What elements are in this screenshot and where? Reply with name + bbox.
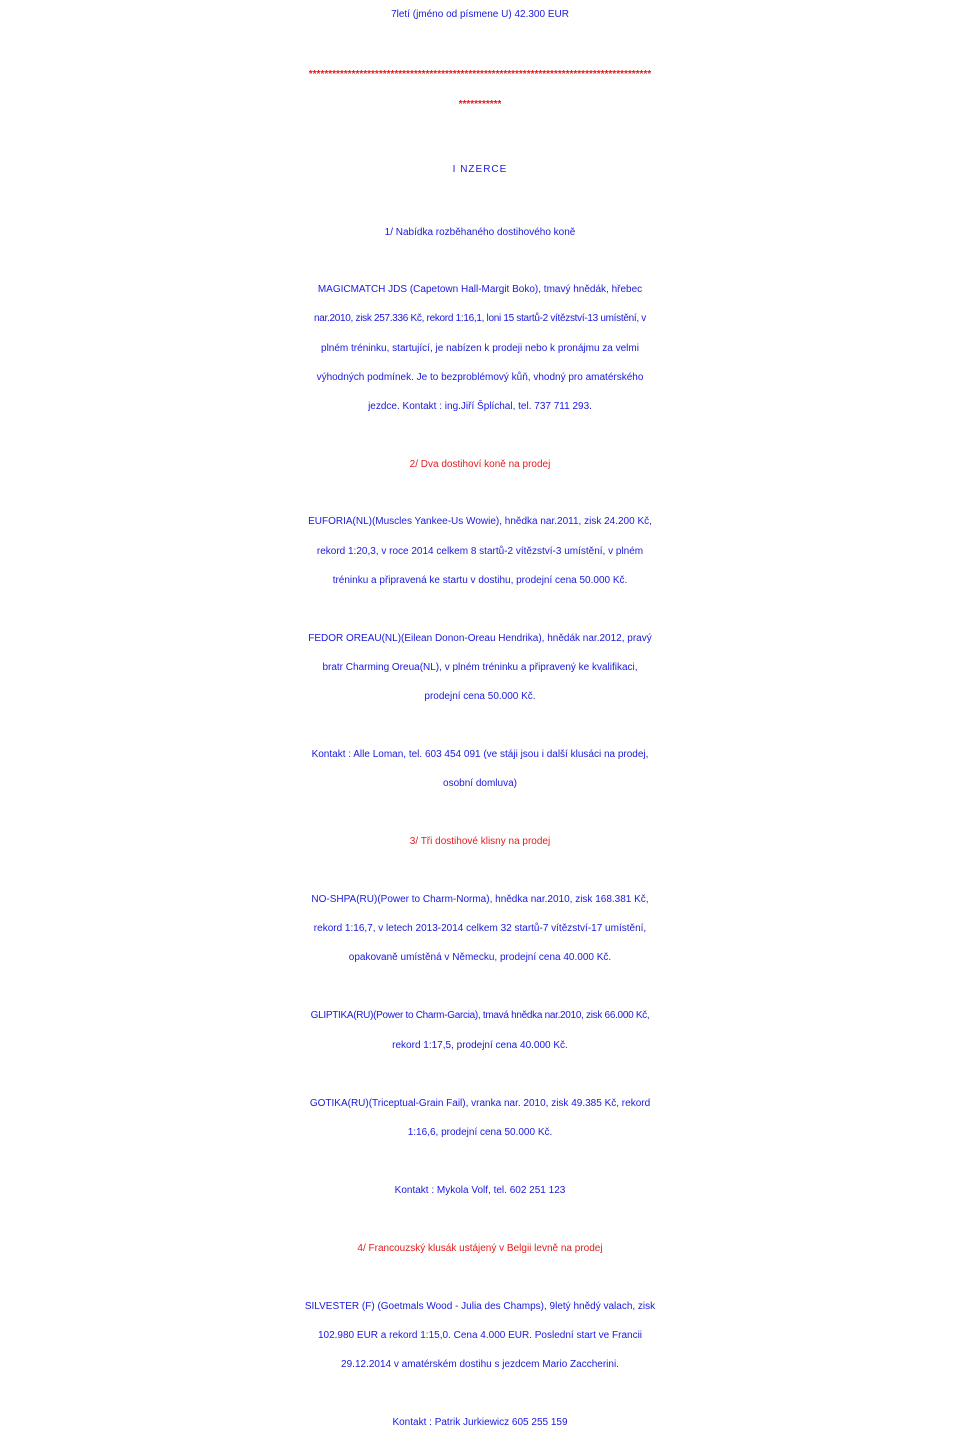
price-line: 7letí (jméno od písmene U) 42.300 EUR: [391, 9, 569, 20]
section-title: I NZERCE: [452, 164, 508, 175]
ad2-horse1-line: rekord 1:20,3, v roce 2014 celkem 8 startů-2 vítězství-3 umístění, v plném: [316, 546, 644, 557]
ad3-horse2-line: rekord 1:17,5, prodejní cena 40.000 Kč.: [392, 1040, 568, 1051]
ad2-contact-line: Kontakt : Alle Loman, tel. 603 454 091 (ve stáji jsou i další klusáci na prodej,: [311, 749, 649, 760]
ad4-heading: 4/ Francouzský klusák ustájený v Belgii levně na prodej: [357, 1243, 603, 1254]
ad1-line: jezdce. Kontakt : ing.Jiří Šplíchal, tel. 737 711 293.: [368, 401, 592, 412]
stars-separator-2: ***********: [458, 99, 502, 110]
ad3-contact: Kontakt : Mykola Volf, tel. 602 251 123: [394, 1185, 566, 1196]
ad3-heading: 3/ Tři dostihové klisny na prodej: [409, 836, 551, 847]
ad3-horse3-line: 1:16,6, prodejní cena 50.000 Kč.: [407, 1127, 553, 1138]
ad4-contact: Kontakt : Patrik Jurkiewicz 605 255 159: [392, 1417, 568, 1428]
ad1-heading: 1/ Nabídka rozběhaného dostihového koně: [384, 227, 576, 238]
ad2-horse2-line: FEDOR OREAU(NL)(Eilean Donon-Oreau Hendrika), hnědák nar.2012, pravý: [308, 633, 652, 644]
ad4-line: SILVESTER (F) (Goetmals Wood - Julia des Champs), 9letý hnědý valach, zisk: [304, 1301, 656, 1312]
ad1-line: plném tréninku, startující, je nabízen k prodeji nebo k pronájmu za velmi: [321, 343, 639, 354]
ad3-horse3-line: GOTIKA(RU)(Triceptual-Grain Fail), vranka nar. 2010, zisk 49.385 Kč, rekord: [309, 1098, 651, 1109]
ad2-horse2-line: bratr Charming Oreua(NL), v plném tréninku a připravený ke kvalifikaci,: [322, 662, 638, 673]
ad2-horse1-line: tréninku a připravená ke startu v dostihu, prodejní cena 50.000 Kč.: [332, 575, 628, 586]
ad3-horse1-line: NO-SHPA(RU)(Power to Charm-Norma), hnědka nar.2010, zisk 168.381 Kč,: [311, 894, 649, 905]
ad2-horse2-line: prodejní cena 50.000 Kč.: [424, 691, 536, 702]
ad2-contact-line: osobní domluva): [443, 778, 517, 789]
ad2-heading: 2/ Dva dostihoví koně na prodej: [409, 459, 551, 470]
ad1-line: MAGICMATCH JDS (Capetown Hall-Margit Boko), tmavý hnědák, hřebec: [317, 284, 643, 295]
ad2-horse1-line: EUFORIA(NL)(Muscles Yankee-Us Wowie), hnědka nar.2011, zisk 24.200 Kč,: [308, 516, 652, 527]
stars-separator-1: ****************************************************************************************: [308, 69, 652, 80]
ad1-line: výhodných podmínek. Je to bezproblémový kůň, vhodný pro amatérského: [316, 372, 644, 383]
ad4-line: 29.12.2014 v amatérském dostihu s jezdcem Mario Zaccherini.: [341, 1359, 619, 1370]
ad1-line: nar.2010, zisk 257.336 Kč, rekord 1:16,1, loni 15 startů-2 vítězství-13 umístění, v: [314, 313, 646, 324]
ad4-line: 102.980 EUR a rekord 1:15,0. Cena 4.000 EUR. Poslední start ve Francii: [317, 1330, 643, 1341]
ad3-horse2-line: GLIPTIKA(RU)(Power to Charm-Garcia), tmavá hnědka nar.2010, zisk 66.000 Kč,: [310, 1010, 650, 1021]
ad3-horse1-line: rekord 1:16,7, v letech 2013-2014 celkem 32 startů-7 vítězství-17 umístění,: [313, 923, 647, 934]
ad3-horse1-line: opakovaně umístěná v Německu, prodejní cena 40.000 Kč.: [348, 952, 612, 963]
